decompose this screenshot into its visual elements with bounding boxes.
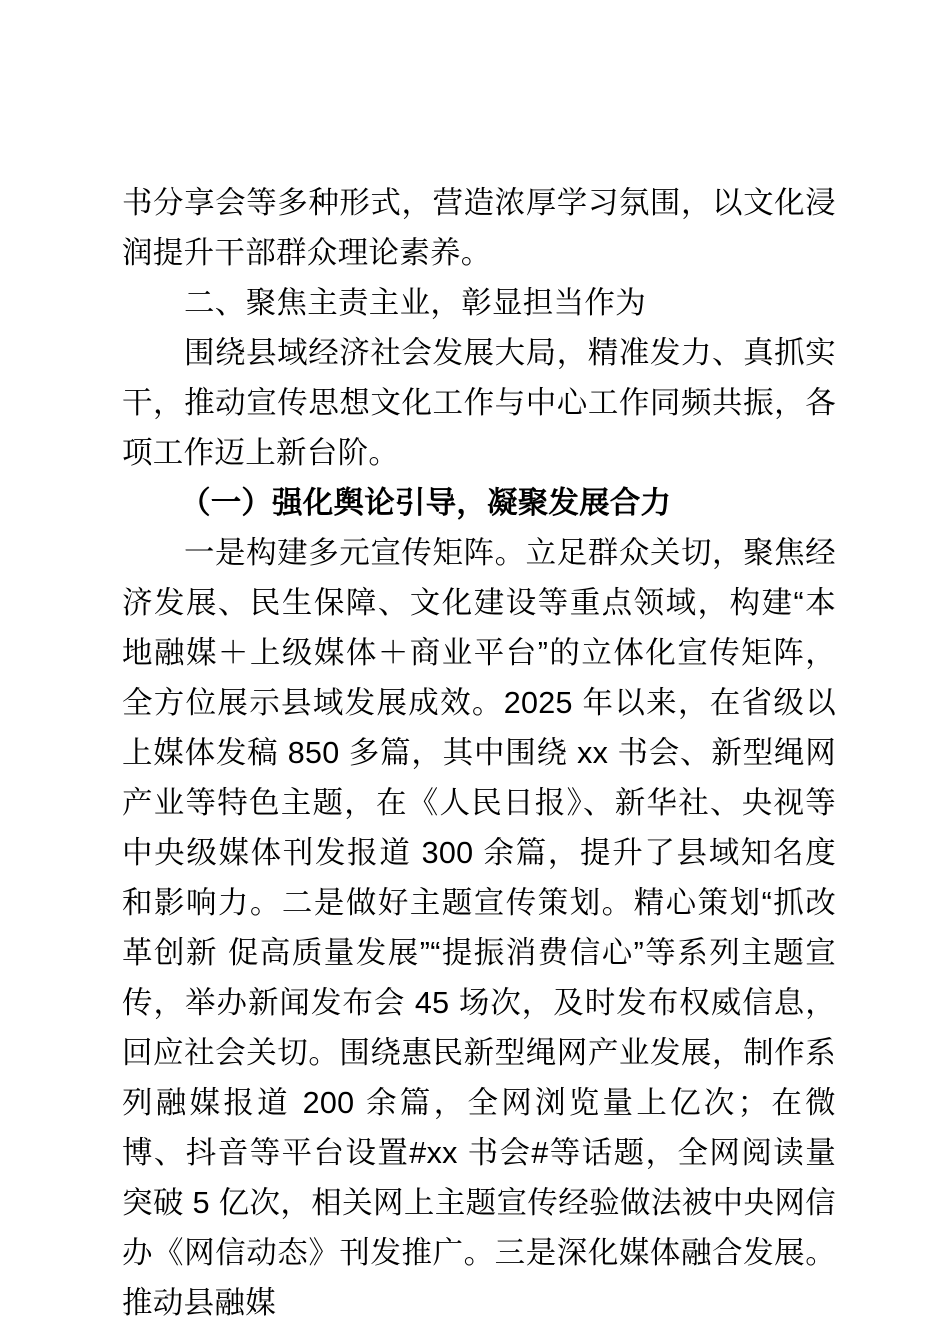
- heading-section-two: 二、聚焦主责主业，彰显担当作为: [184, 286, 646, 320]
- heading-subsection-one: （一）强化舆论引导，凝聚发展合力: [180, 486, 672, 520]
- paragraph-section-two-intro: 围绕县域经济社会发展大局，精准发力、真抓实干，推动宣传思想文化工作与中心工作同频共振，各项工作迈上新台阶。: [122, 336, 836, 470]
- paragraph-continued-from-previous-page: 书分享会等多种形式，营造浓厚学习氛围，以文化浸润提升干部群众理论素养。: [122, 186, 836, 270]
- paragraph-subsection-one-body: 一是构建多元宣传矩阵。立足群众关切，聚焦经济发展、民生保障、文化建设等重点领域，构建“本地融媒＋上级媒体＋商业平台”的立体化宣传矩阵，全方位展示县域发展成效。2025 年以来，在省级以上媒体发稿 850 多篇，其中围绕 xx 书会、新型绳网产业等特色主题，在《人民日报》、新华社、央视等中央级媒体刊发报道 300 余篇，提升了县域知名度和影响力。二是做好主题宣传策划。精心策划“抓改革创新 促高质量发展”“提振消费信心”等系列主题宣传，举办新闻发布会 45 场次，及时发布权威信息，回应社会关切。围绕惠民新型绳网产业发展，制作系列融媒报道 200 余篇，全网浏览量上亿次；在微博、抖音等平台设置#xx 书会#等话题，全网阅读量突破 5 亿次，相关网上主题宣传经验做法被中央网信办《网信动态》刊发推广。三是深化媒体融合发展。推动县融媒: [122, 536, 836, 1320]
- page-content-area: [122, 178, 836, 1328]
